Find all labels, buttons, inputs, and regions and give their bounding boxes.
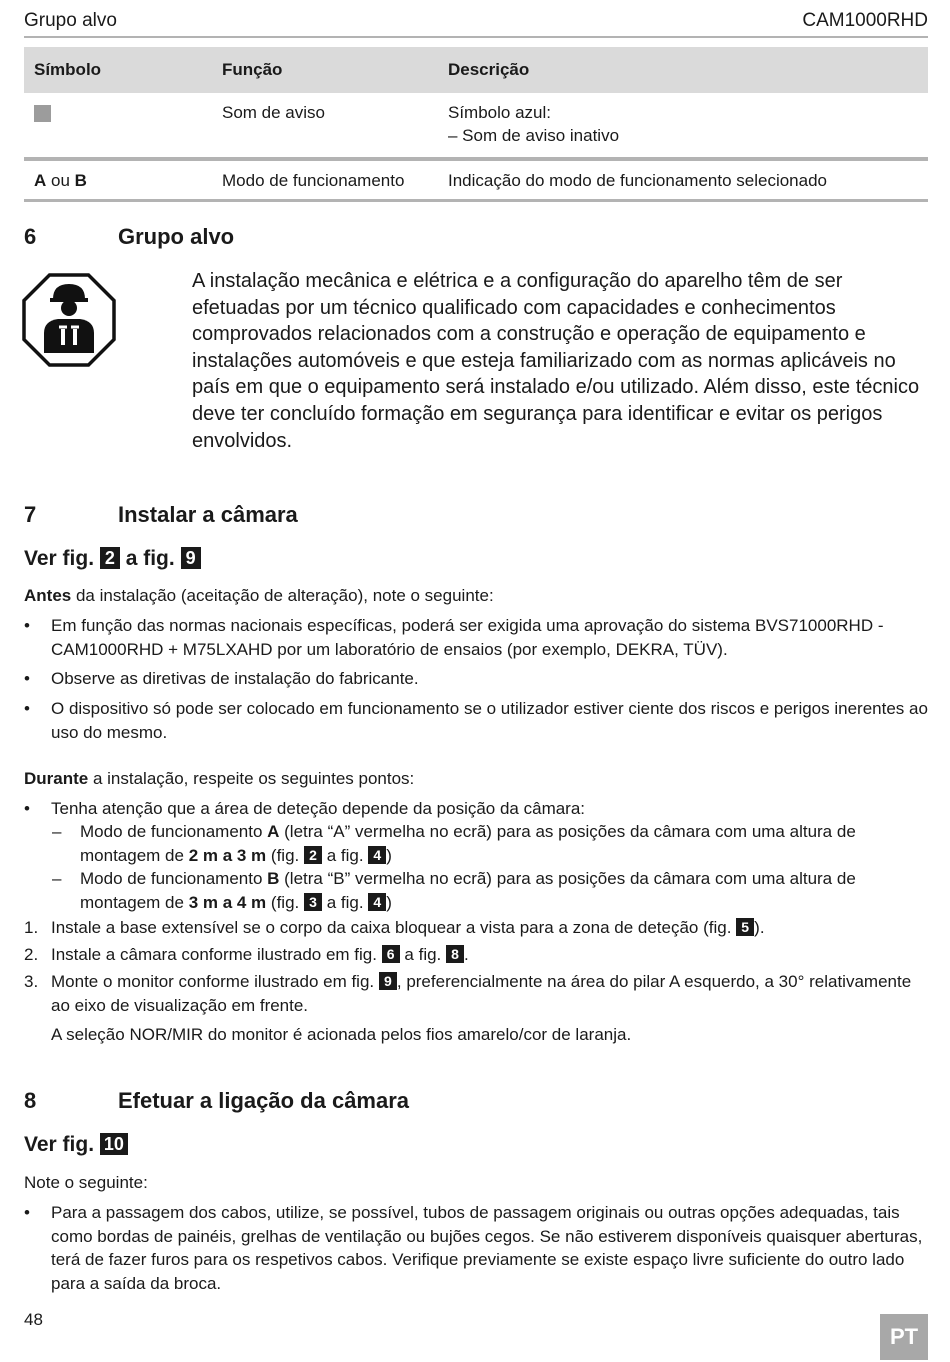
list-item — [24, 697, 928, 744]
bullet-marker: • — [24, 616, 30, 635]
figure-range-label: a fig. — [125, 547, 175, 570]
mounting-height: 2 m a 3 m — [188, 845, 267, 865]
page-header — [24, 8, 928, 38]
figure-number-badge: 10 — [100, 1133, 128, 1155]
warning-sound-symbol-icon — [34, 105, 51, 122]
figure-number-badge: 2 — [304, 846, 322, 864]
intro-text: da instalação (aceitação de alteração), note o seguinte: — [71, 586, 494, 605]
section-number: 6 — [24, 224, 37, 249]
sub-list-item-mode-a — [52, 820, 928, 867]
step-3-note: A seleção NOR/MIR do monitor é acionada pelos fios amarelo/cor de laranja. — [51, 1025, 632, 1044]
step-2 — [24, 943, 928, 967]
description-cell: Indicação do modo de funcionamento selecionado — [438, 159, 928, 201]
step-text: Monte o monitor conforme ilustrado em fig. 9 , preferencialmente na área do pilar A esquerdo, a 30° relativamente ao eixo de visualização em frente. — [51, 972, 912, 1015]
figure-number-badge: 4 — [368, 846, 386, 864]
table-row — [24, 159, 928, 201]
section-title: Instalar a câmara — [118, 502, 298, 527]
intro-text: a instalação, respeite os seguintes pontos: — [88, 769, 415, 788]
bold-keyword: Durante — [24, 769, 89, 788]
mode-letter: A — [267, 822, 280, 841]
figure-reference-heading — [24, 1133, 128, 1157]
figure-reference-heading — [24, 547, 201, 571]
language-tab: PT — [880, 1314, 928, 1360]
see-figure-label: Ver fig. — [24, 1133, 95, 1156]
list-item-text: Observe as diretivas de instalação do fabricante. — [51, 669, 419, 688]
bold-keyword: Antes — [24, 586, 72, 605]
function-cell: Modo de funcionamento — [212, 159, 438, 201]
figure-number-badge: 2 — [100, 547, 120, 569]
step-text: Instale a base extensível se o corpo da caixa bloquear a vista para a zona de deteção (fig. 5 ). — [51, 918, 765, 937]
header-model-name: CAM1000RHD — [802, 10, 928, 31]
dash-marker: – — [52, 822, 62, 841]
section-8-heading — [24, 1088, 409, 1114]
sub-list-item-text: Modo de funcionamento A (letra “A” vermelha no ecrã) para as posições da câmara com uma altura de montagem de 2 m a 3 m (fig. 2 a fig. 4 ) — [80, 822, 856, 865]
section-title: Grupo alvo — [118, 224, 235, 249]
section-number: 7 — [24, 502, 37, 527]
bullet-marker: • — [24, 799, 30, 818]
mode-letter: B — [267, 869, 280, 888]
sub-list-item-mode-b — [52, 867, 928, 914]
col-header-symbol: Símbolo — [24, 47, 212, 93]
step-number: 2. — [24, 945, 39, 964]
col-header-description: Descrição — [438, 47, 928, 93]
list-item — [24, 614, 928, 661]
description-line: – Som de aviso inativo — [448, 126, 620, 145]
or-word: ou — [51, 171, 70, 190]
table-row — [24, 93, 928, 159]
list-item-text: Tenha atenção que a área de deteção depende da posição da câmara: — [51, 799, 586, 818]
step-number: 1. — [24, 918, 39, 937]
page-number: 48 — [24, 1310, 43, 1329]
section-title: Efetuar a ligação da câmara — [118, 1088, 410, 1113]
bullet-marker: • — [24, 699, 30, 718]
col-header-function: Função — [212, 47, 438, 93]
dash-marker: – — [52, 869, 62, 888]
list-item — [24, 1201, 928, 1295]
header-section-title: Grupo alvo — [24, 10, 117, 31]
figure-number-badge: 6 — [382, 945, 400, 963]
bullet-marker: • — [24, 669, 30, 688]
figure-number-badge: 3 — [304, 893, 322, 911]
step-number: 3. — [24, 972, 39, 991]
target-group-text: A instalação mecânica e elétrica e a configuração do aparelho têm de ser efetuadas por um técnico qualificado com capacidades e conhecimentos comprovados relacionados com a construção e operação de equipamento e instalações automóveis e que esteja familiarizado com as normas aplicáveis no país em que o equipamento será instalado e/ou utilizado. Além disso, este técnico deve ter concluído formação em segurança para identificar e evitar os perigos envolvidos. — [192, 270, 920, 452]
mode-a-symbol: A — [34, 171, 47, 190]
symbol-table — [24, 47, 928, 202]
description-line: Símbolo azul: — [448, 103, 551, 122]
table-header-row — [24, 47, 928, 93]
list-item-text: O dispositivo só pode ser colocado em funcionamento se o utilizador estiver ciente dos riscos e perigos inerentes ao uso do mesmo. — [51, 699, 928, 742]
qualified-technician-icon — [22, 273, 116, 367]
figure-number-badge: 9 — [379, 972, 397, 990]
bullet-marker: • — [24, 1203, 30, 1222]
list-item — [24, 797, 928, 821]
mounting-height: 3 m a 4 m — [188, 892, 267, 912]
symbol-cell — [24, 159, 212, 201]
note-intro: Note o seguinte: — [24, 1173, 148, 1192]
section-7-heading — [24, 502, 298, 528]
figure-number-badge: 4 — [368, 893, 386, 911]
list-item-text: Em função das normas nacionais específicas, poderá ser exigida uma aprovação do sistema BVS71000RHD - CAM1000RHD + M75LXAHD por um laboratório de ensaios (por exemplo, DEKRA, TÜV). — [51, 616, 884, 659]
figure-number-badge: 9 — [181, 547, 201, 569]
section-6-heading — [24, 224, 234, 250]
step-1 — [24, 916, 928, 940]
step-text: Instale a câmara conforme ilustrado em fig. 6 a fig. 8 . — [51, 945, 469, 964]
symbol-cell — [24, 93, 212, 159]
function-cell: Som de aviso — [212, 93, 438, 159]
list-item-text: Para a passagem dos cabos, utilize, se possível, tubos de passagem originais ou outras opções adequadas, tais como bordas de painéis, grelhas de ventilação ou bujões cegos. Se não estiverem disponíveis quaisquer aberturas, terá de fazer furos para os respetivos cabos. Verifique previamente se existe espaço livre suficiente do outro lado para a saída da broca. — [51, 1203, 923, 1293]
sub-list-item-text: Modo de funcionamento B (letra “B” vermelha no ecrã) para as posições da câmara com uma altura de montagem de 3 m a 4 m (fig. 3 a fig. 4 ) — [80, 869, 856, 912]
mode-b-symbol: B — [74, 171, 87, 190]
see-figure-label: Ver fig. — [24, 547, 95, 570]
figure-number-badge: 8 — [446, 945, 464, 963]
before-install-intro — [24, 584, 928, 608]
figure-number-badge: 5 — [736, 918, 754, 936]
section-number: 8 — [24, 1088, 37, 1113]
during-install-intro — [24, 767, 928, 791]
description-cell — [438, 93, 928, 159]
step-3 — [24, 970, 928, 1017]
list-item — [24, 667, 928, 691]
